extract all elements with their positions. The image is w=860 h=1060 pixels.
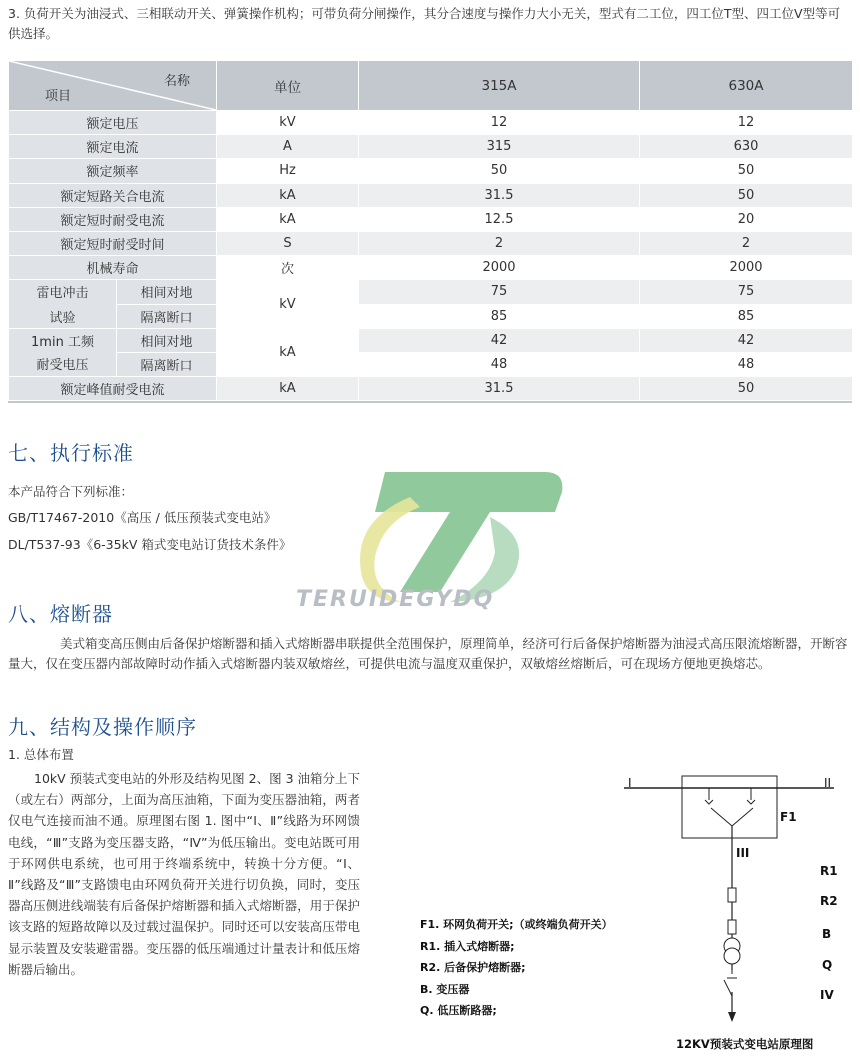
row-unit: 次 xyxy=(217,256,359,280)
row-630: 50 xyxy=(640,183,853,207)
header-name: 名称 xyxy=(163,74,190,89)
row-sub: 相间对地 xyxy=(117,328,217,352)
section9-text: 10kV 预装式变电站的外形及结构见图 2、图 3 油箱分上下（或左右）两部分，上面为高压油箱，下面为变压器油箱，两者仅电气连接而油不通。原理图右图 1. 图中“Ⅰ、Ⅱ”线路为环网馈电线，“Ⅲ”支路为变压器支路，“Ⅳ”为低压输出。变电站既可用于环网供电系统，也可用于终端系统中，转换十分方便。“Ⅰ、Ⅱ”线路及“Ⅲ”支路馈电由环网负荷开关进行切负换，同时，变压器高压侧进线端装有后备保护熔断器和插入式熔断器，用于保护该支路的短路故障以及过载过温保护。同时还可以安装高压带电显示装置及安装避雷器。变压器的低压端通过计量表计和低压熔断器后输出。 xyxy=(8,771,360,977)
row-group-lightning xyxy=(9,280,117,328)
row-unit: kV xyxy=(217,280,359,328)
label-III: III xyxy=(736,846,750,860)
row-item: 额定短时耐受时间 xyxy=(9,231,217,255)
section9-sub: 1. 总体布置 xyxy=(8,747,74,762)
row-item: 额定短路关合电流 xyxy=(9,183,217,207)
table-row xyxy=(9,231,853,255)
label-IV: IV xyxy=(820,988,834,1002)
row-unit: kV xyxy=(217,111,359,135)
legend-b: B. 变压器 xyxy=(420,983,470,996)
label-R2: R2 xyxy=(820,894,838,908)
table-row xyxy=(9,352,853,376)
row-item: 额定峰值耐受电流 xyxy=(9,377,217,401)
table-row xyxy=(9,377,853,401)
row-315: 315 xyxy=(359,135,640,159)
table-row xyxy=(9,256,853,280)
row-630: 12 xyxy=(640,111,853,135)
row-item: 额定频率 xyxy=(9,159,217,183)
row-item: 机械寿命 xyxy=(9,256,217,280)
row-630: 85 xyxy=(640,304,853,328)
row-unit: kA xyxy=(217,328,359,376)
section7-line1: 本产品符合下列标准： xyxy=(8,484,134,499)
label-Q: Q xyxy=(822,958,833,972)
section7-line3: DL/T537-93《6-35kV 箱式变电站订货技术条件》 xyxy=(8,537,292,552)
row-630: 48 xyxy=(640,352,853,376)
legend-r2: R2. 后备保护熔断器; xyxy=(420,961,526,974)
table-header-row xyxy=(9,61,853,111)
group-lightning-line1: 雷电冲击 xyxy=(36,286,89,301)
row-unit: S xyxy=(217,231,359,255)
group-pf-line1: 1min 工频 xyxy=(31,335,94,351)
row-315: 75 xyxy=(359,280,640,304)
table-row xyxy=(9,304,853,328)
legend-r1: R1. 插入式熔断器; xyxy=(420,940,515,953)
group-lightning-line2: 试验 xyxy=(49,311,76,326)
table-row xyxy=(9,135,853,159)
row-sub: 隔离断口 xyxy=(117,352,217,376)
table-row xyxy=(9,280,853,304)
row-630: 2 xyxy=(640,231,853,255)
row-unit: kA xyxy=(217,183,359,207)
section8-text: 美式箱变高压侧由后备保护熔断器和插入式熔断器串联提供全范围保护，原理简单，经济可行后备保护熔断器为油浸式高压限流熔断器，开断容量大，仅在变压器内部故障时动作插入式熔断器内装双敏熔丝，可提供电流与温度双重保护，双敏熔丝熔断后，可在现场方便地更换熔芯。 xyxy=(8,636,848,671)
row-315: 2000 xyxy=(359,256,640,280)
section8-title: 八、熔断器 xyxy=(8,602,113,626)
label-I: I xyxy=(628,776,632,790)
diagram-caption: 12KV预装式变电站原理图 xyxy=(676,1037,814,1051)
label-B: B xyxy=(822,927,832,941)
section7-title: 七、执行标准 xyxy=(8,441,134,465)
row-unit: kA xyxy=(217,207,359,231)
header-630a: 630A xyxy=(640,61,853,111)
row-315: 48 xyxy=(359,352,640,376)
label-R1: R1 xyxy=(820,864,838,878)
intro-paragraph: 3. 负荷开关为油浸式、三相联动开关、弹簧操作机构；可带负荷分闸操作，其分合速度与操作力大小无关，型式有二工位，四工位T型、四工位V型等可供选择。 xyxy=(8,6,841,41)
row-unit: Hz xyxy=(217,159,359,183)
table-row xyxy=(9,183,853,207)
row-item: 额定短时耐受电流 xyxy=(9,207,217,231)
row-315: 50 xyxy=(359,159,640,183)
row-315: 12 xyxy=(359,111,640,135)
row-item: 额定电流 xyxy=(9,135,217,159)
row-item: 额定电压 xyxy=(9,111,217,135)
row-sub: 相间对地 xyxy=(117,280,217,304)
group-pf-line2: 耐受电压 xyxy=(36,358,89,374)
row-315: 12.5 xyxy=(359,207,640,231)
row-315: 31.5 xyxy=(359,183,640,207)
table-row xyxy=(9,328,853,352)
header-unit: 单位 xyxy=(217,61,359,111)
row-630: 75 xyxy=(640,280,853,304)
table-row xyxy=(9,111,853,135)
header-315a: 315A xyxy=(359,61,640,111)
table-row xyxy=(9,207,853,231)
row-315: 85 xyxy=(359,304,640,328)
row-630: 20 xyxy=(640,207,853,231)
logo-text: TERUIDEGYDQ xyxy=(296,587,495,612)
header-item: 项目 xyxy=(45,89,72,104)
row-630: 630 xyxy=(640,135,853,159)
legend-q: Q. 低压断路器; xyxy=(420,1004,497,1017)
table-bottom-rule xyxy=(8,401,852,403)
spec-table xyxy=(8,60,853,401)
row-315: 31.5 xyxy=(359,377,640,401)
row-315: 42 xyxy=(359,328,640,352)
table-row xyxy=(9,159,853,183)
header-diagonal-cell xyxy=(9,61,217,111)
section9-title: 九、结构及操作顺序 xyxy=(8,715,197,739)
row-630: 42 xyxy=(640,328,853,352)
schematic-diagram xyxy=(414,768,860,1058)
row-unit: kA xyxy=(217,377,359,401)
row-unit: A xyxy=(217,135,359,159)
row-group-power-freq xyxy=(9,328,117,376)
row-630: 50 xyxy=(640,377,853,401)
label-F1: F1 xyxy=(780,810,797,824)
row-630: 50 xyxy=(640,159,853,183)
section7-line2: GB/T17467-2010《高压 / 低压预装式变电站》 xyxy=(8,510,277,525)
row-630: 2000 xyxy=(640,256,853,280)
row-sub: 隔离断口 xyxy=(117,304,217,328)
legend-f1: F1. 环网负荷开关;（或终端负荷开关） xyxy=(420,918,613,931)
row-315: 2 xyxy=(359,231,640,255)
label-II: II xyxy=(824,776,832,790)
